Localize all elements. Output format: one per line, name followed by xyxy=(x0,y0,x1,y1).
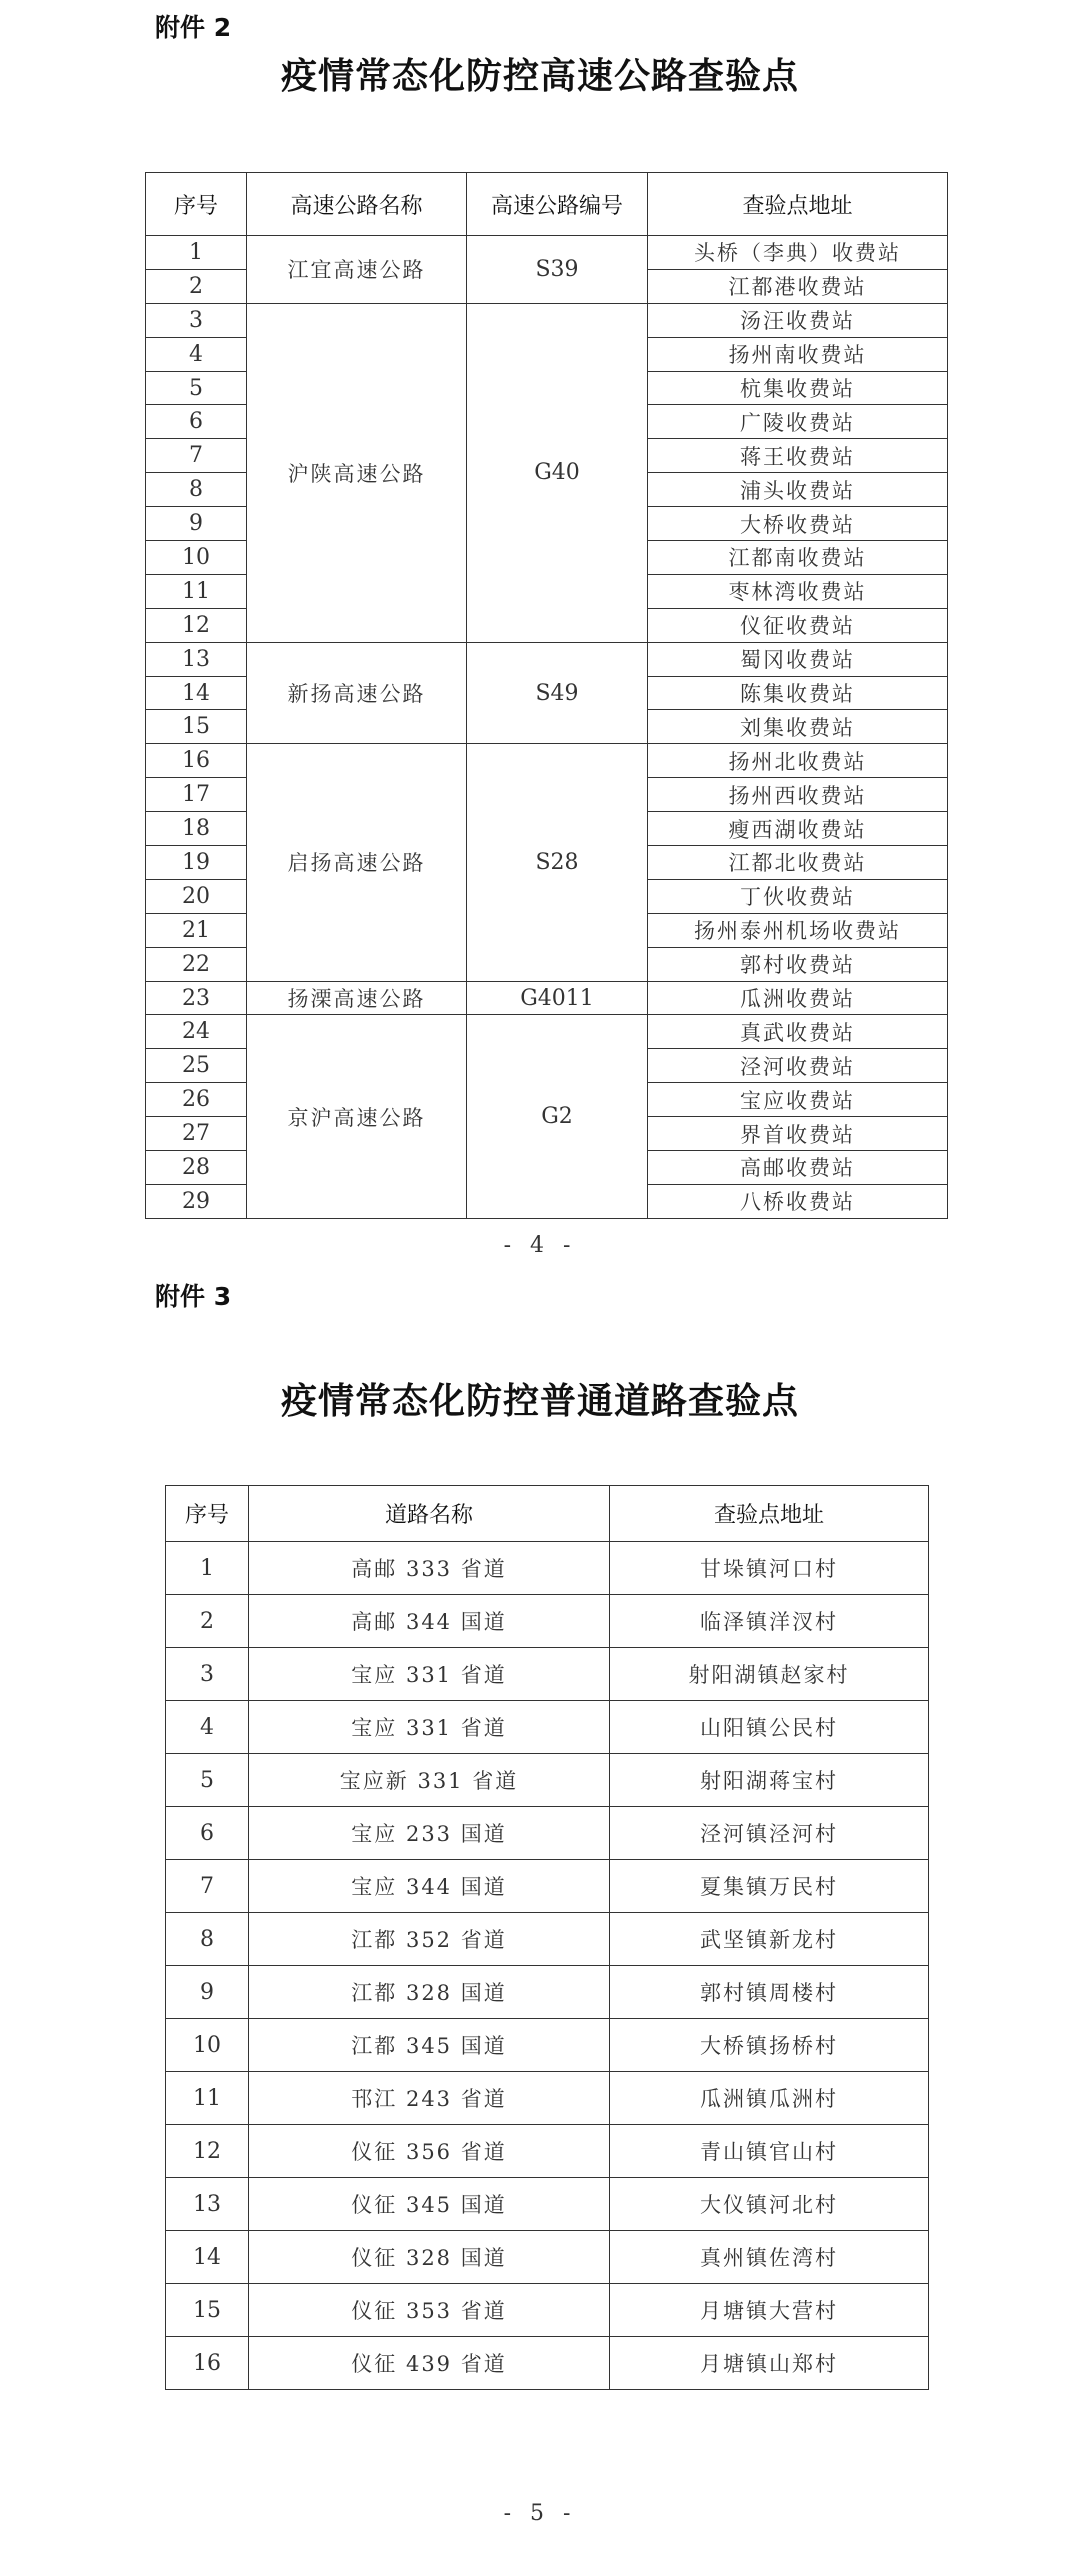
table-row xyxy=(166,2178,929,2231)
row-number: 1 xyxy=(146,236,247,270)
checkpoint-address: 青山镇官山村 xyxy=(610,2125,929,2178)
row-number: 2 xyxy=(166,1595,249,1648)
table-row xyxy=(146,303,948,337)
row-number: 17 xyxy=(146,778,247,812)
road-name: 宝应 331 省道 xyxy=(249,1701,610,1754)
checkpoint-address: 武坚镇新龙村 xyxy=(610,1913,929,1966)
row-number: 19 xyxy=(146,846,247,880)
row-number: 15 xyxy=(166,2284,249,2337)
highway-name: 京沪高速公路 xyxy=(247,1015,467,1218)
highway-code: G2 xyxy=(467,1015,648,1218)
checkpoint-address: 射阳湖蒋宝村 xyxy=(610,1754,929,1807)
checkpoint-address: 蜀冈收费站 xyxy=(648,642,948,676)
checkpoint-address: 头桥（李典）收费站 xyxy=(648,236,948,270)
row-number: 26 xyxy=(146,1083,247,1117)
table-row xyxy=(166,2072,929,2125)
checkpoint-address: 蒋王收费站 xyxy=(648,439,948,473)
row-number: 12 xyxy=(146,608,247,642)
row-number: 4 xyxy=(146,337,247,371)
column-header: 序号 xyxy=(166,1486,249,1542)
checkpoint-address: 汤汪收费站 xyxy=(648,303,948,337)
checkpoint-address: 瓜洲镇瓜洲村 xyxy=(610,2072,929,2125)
checkpoint-address: 枣林湾收费站 xyxy=(648,574,948,608)
table-row xyxy=(146,981,948,1015)
attachment-label-3: 附件 3 xyxy=(155,1282,232,1311)
checkpoint-address: 郭村收费站 xyxy=(648,947,948,981)
table-row xyxy=(166,1913,929,1966)
table-header-row xyxy=(146,173,948,236)
checkpoint-address: 甘垛镇河口村 xyxy=(610,1542,929,1595)
checkpoint-address: 扬州西收费站 xyxy=(648,778,948,812)
checkpoint-address: 大桥收费站 xyxy=(648,507,948,541)
road-name: 仪征 353 省道 xyxy=(249,2284,610,2337)
checkpoint-address: 山阳镇公民村 xyxy=(610,1701,929,1754)
table-row xyxy=(166,1807,929,1860)
row-number: 25 xyxy=(146,1049,247,1083)
checkpoint-address: 宝应收费站 xyxy=(648,1083,948,1117)
road-name: 江都 345 国道 xyxy=(249,2019,610,2072)
checkpoint-address: 月塘镇大营村 xyxy=(610,2284,929,2337)
road-name: 仪征 328 国道 xyxy=(249,2231,610,2284)
checkpoint-address: 浦头收费站 xyxy=(648,473,948,507)
row-number: 14 xyxy=(146,676,247,710)
checkpoint-address: 瓜洲收费站 xyxy=(648,981,948,1015)
column-header: 查验点地址 xyxy=(610,1486,929,1542)
row-number: 21 xyxy=(146,913,247,947)
checkpoint-address: 大仪镇河北村 xyxy=(610,2178,929,2231)
checkpoint-address: 仪征收费站 xyxy=(648,608,948,642)
row-number: 3 xyxy=(166,1648,249,1701)
road-name: 高邮 344 国道 xyxy=(249,1595,610,1648)
road-name: 宝应 331 省道 xyxy=(249,1648,610,1701)
row-number: 10 xyxy=(146,541,247,575)
road-name: 高邮 333 省道 xyxy=(249,1542,610,1595)
row-number: 8 xyxy=(166,1913,249,1966)
table-row xyxy=(166,2019,929,2072)
row-number: 6 xyxy=(146,405,247,439)
table-row xyxy=(166,2125,929,2178)
page-number-5: - 5 - xyxy=(503,2501,577,2526)
checkpoint-address: 杭集收费站 xyxy=(648,371,948,405)
checkpoint-address: 大桥镇扬桥村 xyxy=(610,2019,929,2072)
row-number: 20 xyxy=(146,879,247,913)
table-row xyxy=(146,744,948,778)
highway-name: 扬溧高速公路 xyxy=(247,981,467,1015)
table-row xyxy=(146,642,948,676)
row-number: 3 xyxy=(146,303,247,337)
checkpoint-address: 广陵收费站 xyxy=(648,405,948,439)
checkpoint-address: 月塘镇山郑村 xyxy=(610,2337,929,2390)
road-name: 江都 352 省道 xyxy=(249,1913,610,1966)
column-header: 查验点地址 xyxy=(648,173,948,236)
road-name: 仪征 439 省道 xyxy=(249,2337,610,2390)
row-number: 9 xyxy=(166,1966,249,2019)
checkpoint-address: 夏集镇万民村 xyxy=(610,1860,929,1913)
checkpoint-address: 陈集收费站 xyxy=(648,676,948,710)
checkpoint-address: 丁伙收费站 xyxy=(648,879,948,913)
checkpoint-address: 扬州泰州机场收费站 xyxy=(648,913,948,947)
row-number: 24 xyxy=(146,1015,247,1049)
road-name: 仪征 345 国道 xyxy=(249,2178,610,2231)
row-number: 15 xyxy=(146,710,247,744)
checkpoint-address: 扬州北收费站 xyxy=(648,744,948,778)
row-number: 16 xyxy=(146,744,247,778)
highway-code: S39 xyxy=(467,236,648,304)
row-number: 2 xyxy=(146,269,247,303)
table-row xyxy=(166,2231,929,2284)
road-checkpoint-table xyxy=(165,1485,929,2390)
row-number: 16 xyxy=(166,2337,249,2390)
row-number: 13 xyxy=(166,2178,249,2231)
row-number: 23 xyxy=(146,981,247,1015)
row-number: 28 xyxy=(146,1151,247,1185)
checkpoint-address: 泾河镇泾河村 xyxy=(610,1807,929,1860)
page-number-4: - 4 - xyxy=(503,1233,577,1258)
highway-name: 江宜高速公路 xyxy=(247,236,467,304)
table-row xyxy=(166,1860,929,1913)
row-number: 29 xyxy=(146,1184,247,1218)
row-number: 4 xyxy=(166,1701,249,1754)
table-header-row xyxy=(166,1486,929,1542)
checkpoint-address: 郭村镇周楼村 xyxy=(610,1966,929,2019)
row-number: 27 xyxy=(146,1117,247,1151)
column-header: 高速公路编号 xyxy=(467,173,648,236)
checkpoint-address: 界首收费站 xyxy=(648,1117,948,1151)
row-number: 5 xyxy=(166,1754,249,1807)
checkpoint-address: 射阳湖镇赵家村 xyxy=(610,1648,929,1701)
table-row xyxy=(166,1542,929,1595)
table-row xyxy=(166,1701,929,1754)
checkpoint-address: 八桥收费站 xyxy=(648,1184,948,1218)
row-number: 10 xyxy=(166,2019,249,2072)
row-number: 1 xyxy=(166,1542,249,1595)
row-number: 18 xyxy=(146,812,247,846)
row-number: 13 xyxy=(146,642,247,676)
checkpoint-address: 江都港收费站 xyxy=(648,269,948,303)
checkpoint-address: 江都北收费站 xyxy=(648,846,948,880)
table-row xyxy=(166,1754,929,1807)
row-number: 5 xyxy=(146,371,247,405)
column-header: 高速公路名称 xyxy=(247,173,467,236)
table-row xyxy=(166,2337,929,2390)
table-row xyxy=(166,1966,929,2019)
highway-name: 沪陕高速公路 xyxy=(247,303,467,642)
highway-name: 新扬高速公路 xyxy=(247,642,467,744)
highway-code: S28 xyxy=(467,744,648,981)
checkpoint-address: 临泽镇洋汊村 xyxy=(610,1595,929,1648)
row-number: 11 xyxy=(146,574,247,608)
road-name: 邗江 243 省道 xyxy=(249,2072,610,2125)
checkpoint-address: 真州镇佐湾村 xyxy=(610,2231,929,2284)
row-number: 22 xyxy=(146,947,247,981)
row-number: 14 xyxy=(166,2231,249,2284)
checkpoint-address: 真武收费站 xyxy=(648,1015,948,1049)
checkpoint-address: 瘦西湖收费站 xyxy=(648,812,948,846)
table-row xyxy=(166,2284,929,2337)
checkpoint-address: 泾河收费站 xyxy=(648,1049,948,1083)
page-title-road: 疫情常态化防控普通道路查验点 xyxy=(280,1381,799,1422)
checkpoint-address: 扬州南收费站 xyxy=(648,337,948,371)
column-header: 道路名称 xyxy=(249,1486,610,1542)
row-number: 7 xyxy=(146,439,247,473)
road-name: 仪征 356 省道 xyxy=(249,2125,610,2178)
checkpoint-address: 江都南收费站 xyxy=(648,541,948,575)
highway-code: S49 xyxy=(467,642,648,744)
road-name: 宝应 344 国道 xyxy=(249,1860,610,1913)
checkpoint-address: 刘集收费站 xyxy=(648,710,948,744)
table-row xyxy=(166,1648,929,1701)
road-name: 宝应 233 国道 xyxy=(249,1807,610,1860)
row-number: 9 xyxy=(146,507,247,541)
page-title-highway: 疫情常态化防控高速公路查验点 xyxy=(280,56,799,97)
highway-code: G4011 xyxy=(467,981,648,1015)
highway-name: 启扬高速公路 xyxy=(247,744,467,981)
highway-code: G40 xyxy=(467,303,648,642)
row-number: 11 xyxy=(166,2072,249,2125)
column-header: 序号 xyxy=(146,173,247,236)
checkpoint-address: 高邮收费站 xyxy=(648,1151,948,1185)
road-name: 宝应新 331 省道 xyxy=(249,1754,610,1807)
table-row xyxy=(166,1595,929,1648)
table-row xyxy=(146,236,948,270)
row-number: 12 xyxy=(166,2125,249,2178)
row-number: 6 xyxy=(166,1807,249,1860)
highway-checkpoint-table xyxy=(145,172,948,1219)
table-row xyxy=(146,1015,948,1049)
road-name: 江都 328 国道 xyxy=(249,1966,610,2019)
row-number: 7 xyxy=(166,1860,249,1913)
row-number: 8 xyxy=(146,473,247,507)
attachment-label-2: 附件 2 xyxy=(155,13,232,42)
